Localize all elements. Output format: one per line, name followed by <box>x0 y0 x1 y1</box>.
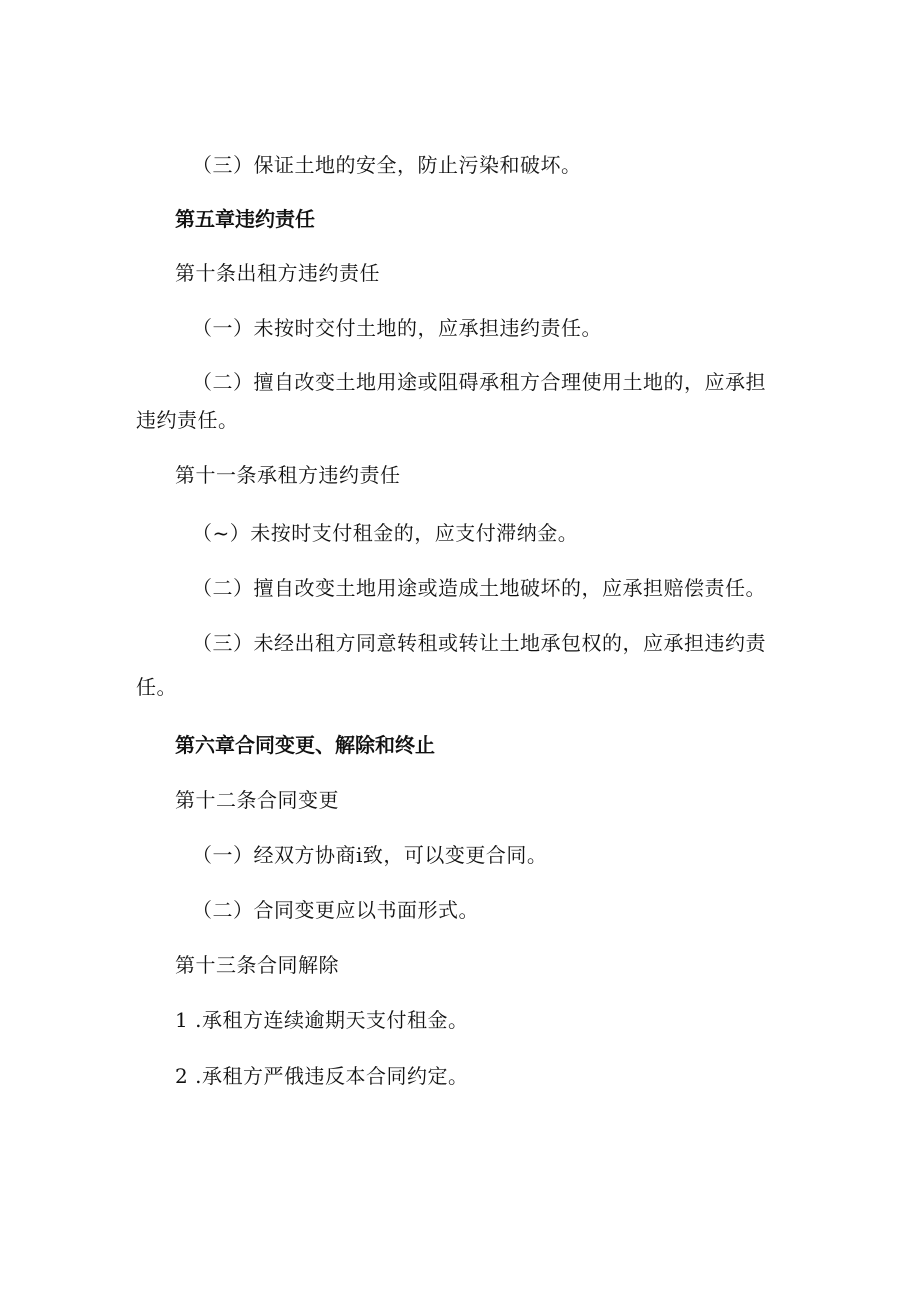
article-13-item-2: 2 .承租方严俄违反本合同约定。 <box>175 1064 469 1088</box>
clause-3-land-safety: （三）保证土地的安全，防止污染和破坏。 <box>192 153 582 177</box>
article-10-clause-2: （二）擅自改变土地用途或阻碍承租方合理使用土地的，应承担 <box>192 370 766 394</box>
article-12-clause-1: （一）经双方协商i致，可以变更合同。 <box>192 843 548 867</box>
article-10-clause-1: （一）未按时交付土地的，应承担违约责任。 <box>192 316 602 340</box>
article-10-clause-2-continued: 违约责任。 <box>136 408 239 432</box>
article-11-clause-2: （二）擅自改变土地用途或造成土地破坏的，应承担赔偿责任。 <box>192 576 766 600</box>
chapter-5-heading: 第五章违约责任 <box>175 207 315 231</box>
article-10-heading: 第十条出租方违约责任 <box>175 261 380 285</box>
article-11-heading: 第十一条承租方违约责任 <box>175 463 401 487</box>
article-12-clause-2: （二）合同变更应以书面形式。 <box>192 898 479 922</box>
chapter-6-heading: 第六章合同变更、解除和终止 <box>175 733 435 757</box>
article-13-heading: 第十三条合同解除 <box>175 953 339 977</box>
article-11-clause-1: （~）未按时支付租金的，应支付滞纳金。 <box>192 521 579 545</box>
article-11-clause-3-continued: 任。 <box>136 675 177 699</box>
article-13-item-1: 1 .承租方连续逾期天支付租金。 <box>175 1008 469 1032</box>
article-12-heading: 第十二条合同变更 <box>175 788 339 812</box>
article-11-clause-3: （三）未经出租方同意转租或转让土地承包权的，应承担违约责 <box>192 631 766 655</box>
